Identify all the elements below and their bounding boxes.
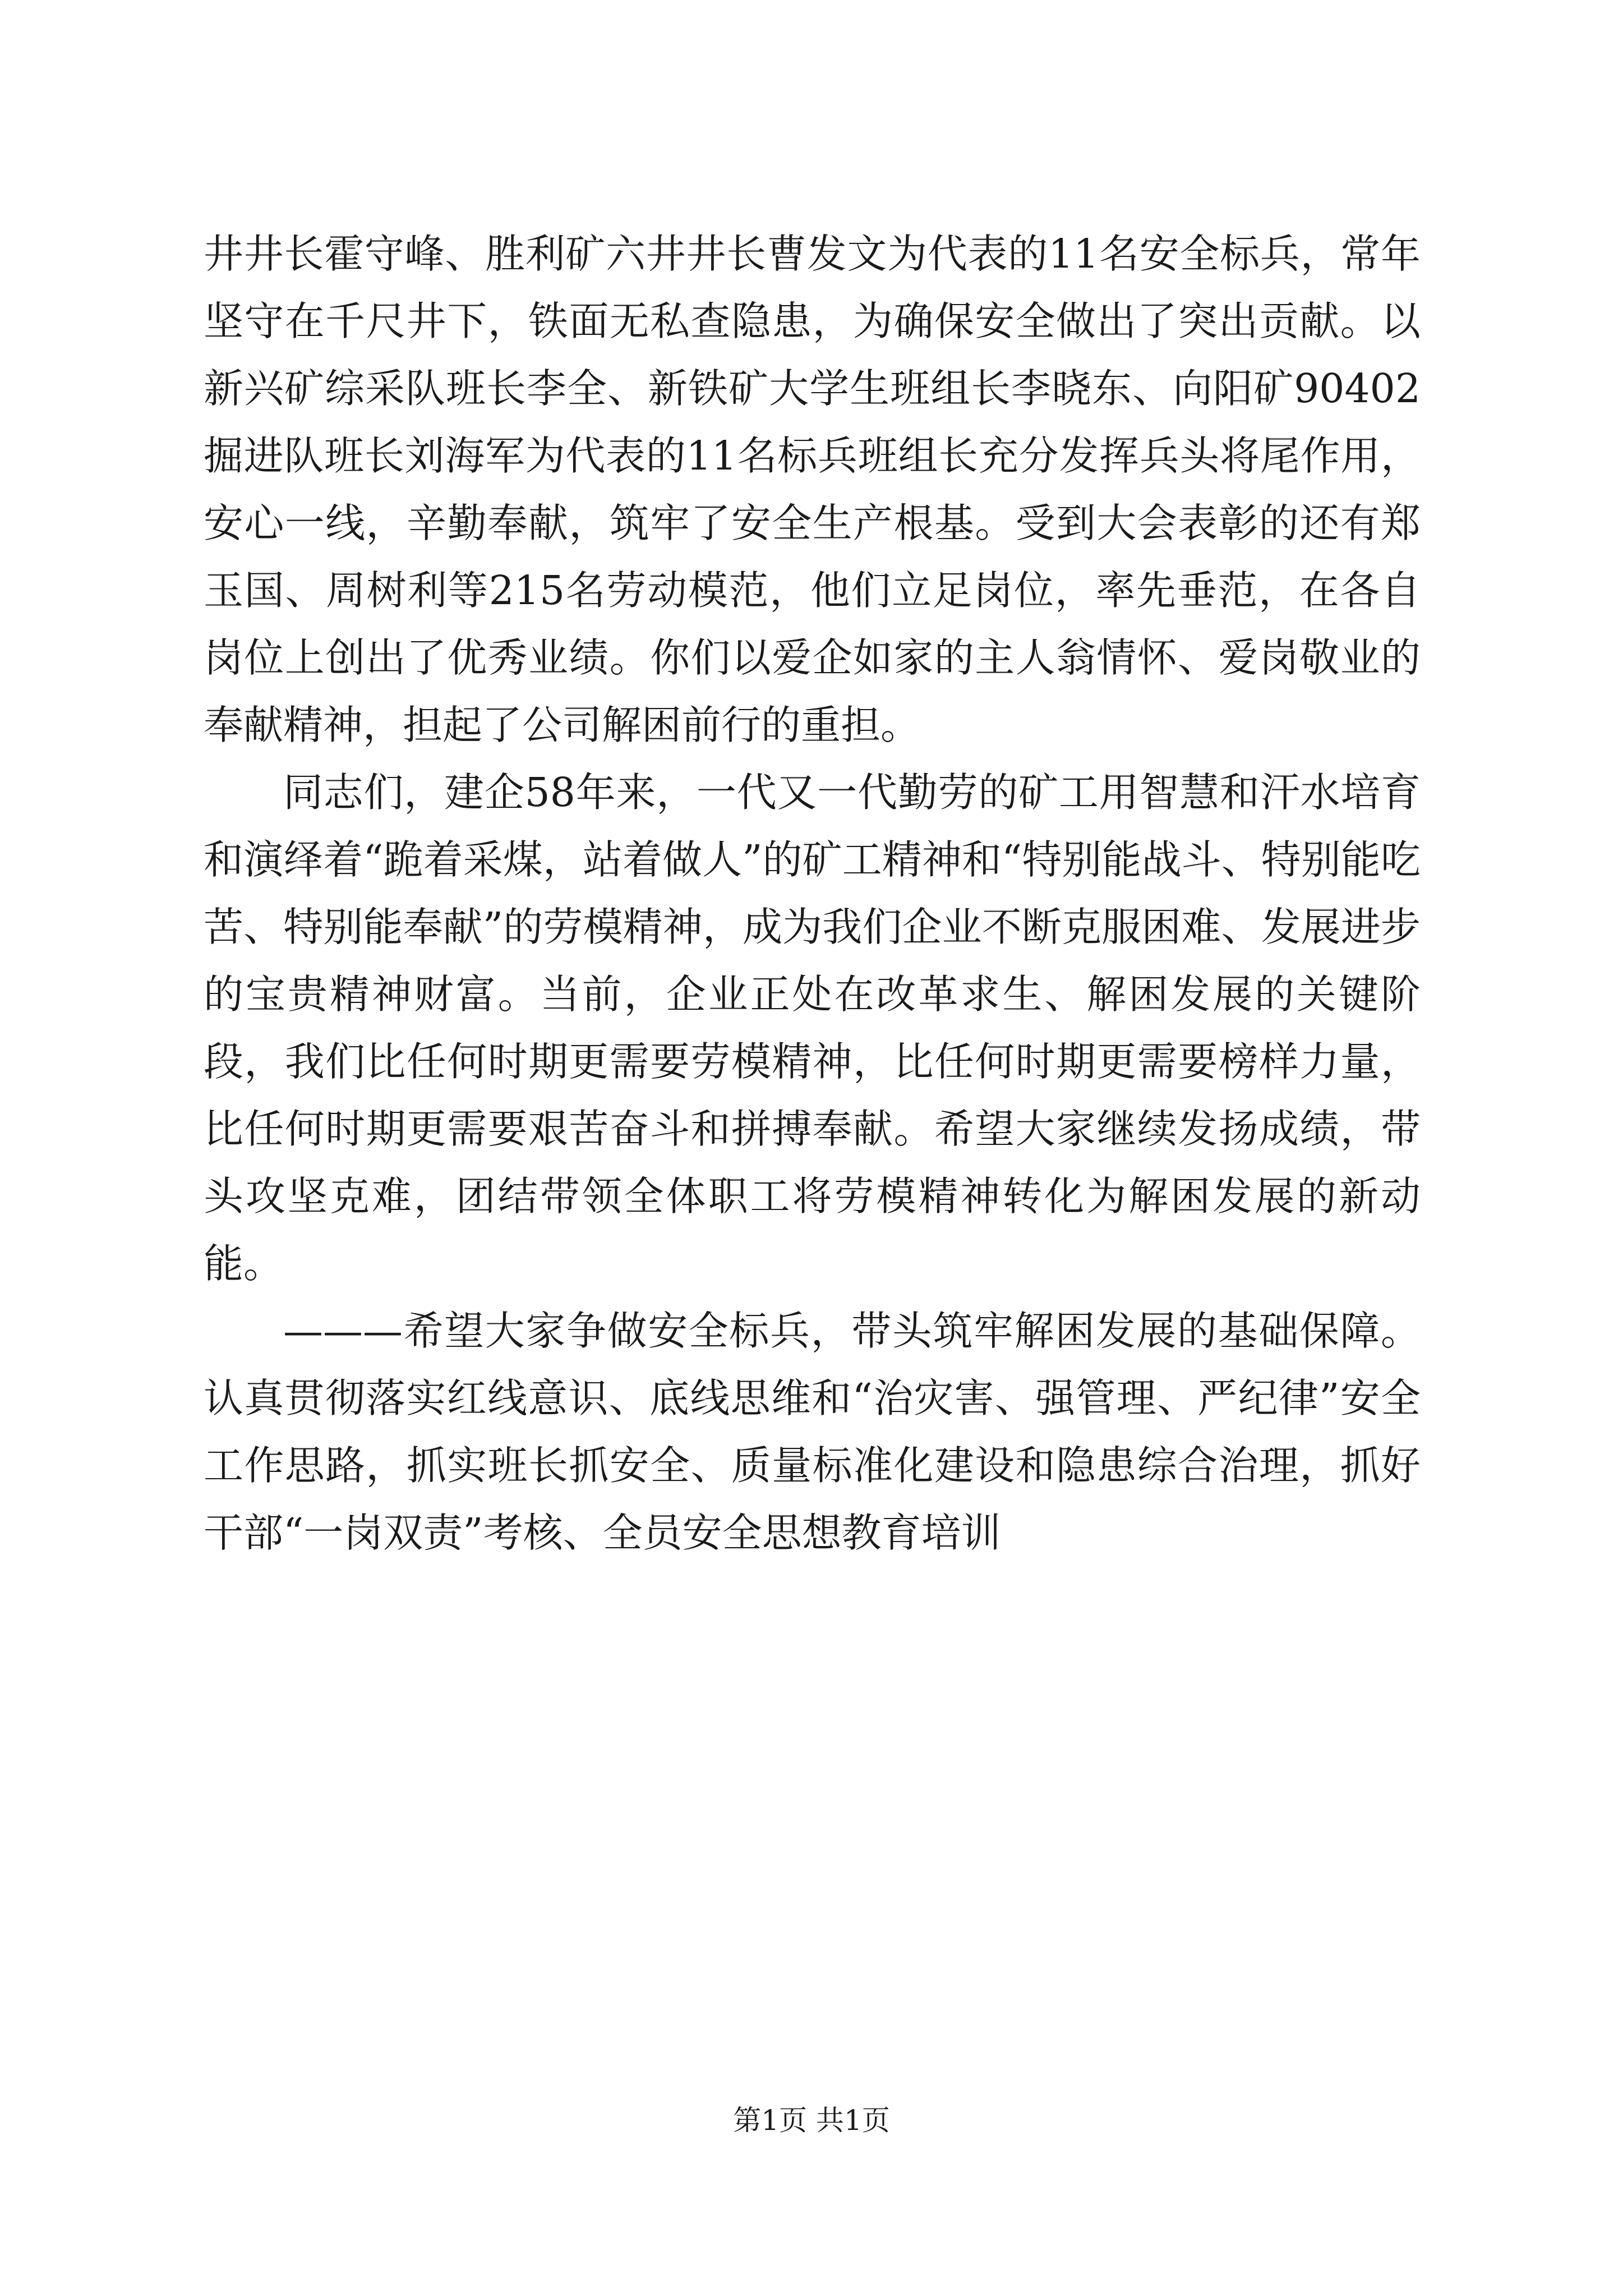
document-body — [204, 220, 1421, 1567]
paragraph-3: ———希望大家争做安全标兵，带头筑牢解困发展的基础保障。认真贯彻落实红线意识、底线思维和“治灾害、强管理、严纪律”安全工作思路，抓实班长抓安全、质量标准化建设和隐患综合治理，抓好干部“一岗双责”考核、全员安全思想教育培训 — [204, 1308, 1421, 1556]
paragraph-1: 井井长霍守峰、胜利矿六井井长曹发文为代表的11名安全标兵，常年坚守在千尺井下，铁面无私查隐患，为确保安全做出了突出贡献。以新兴矿综采队班长李全、新铁矿大学生班组长李晓东、向阳矿90402掘进队班长刘海军为代表的11名标兵班组长充分发挥兵头将尾作用，安心一线，辛勤奉献，筑牢了安全生产根基。受到大会表彰的还有郑玉国、周树利等215名劳动模范，他们立足岗位，率先垂范，在各自岗位上创出了优秀业绩。你们以爱企如家的主人翁情怀、爱岗敬业的奉献精神，担起了公司解困前行的重担。 — [204, 231, 1421, 748]
paragraph-2: 同志们，建企58年来，一代又一代勤劳的矿工用智慧和汗水培育和演绎着“跪着采煤，站着做人”的矿工精神和“特别能战斗、特别能吃苦、特别能奉献”的劳模精神，成为我们企业不断克服困难、发展进步的宝贵精神财富。当前，企业正处在改革求生、解困发展的关键阶段，我们比任何时期更需要劳模精神，比任何时期更需要榜样力量，比任何时期更需要艰苦奋斗和拼搏奉献。希望大家继续发扬成绩，带头攻坚克难，团结带领全体职工将劳模精神转化为解困发展的新动能。 — [204, 769, 1421, 1287]
page-footer: 第1页 共1页 — [733, 2104, 890, 2137]
